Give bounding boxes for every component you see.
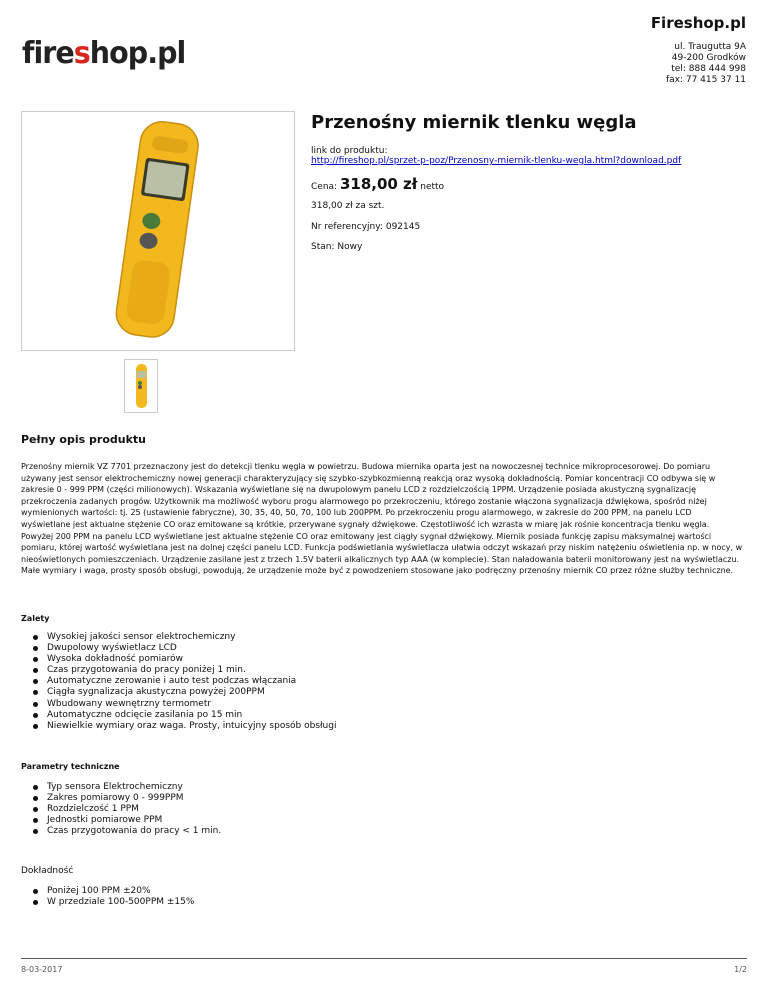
fireshop-logo[interactable] bbox=[22, 36, 185, 71]
list-item: Zakres pomiarowy 0 - 999PPM bbox=[33, 793, 221, 804]
price-row bbox=[311, 175, 444, 193]
accuracy-list bbox=[33, 886, 194, 908]
params-list bbox=[33, 782, 221, 837]
footer-date: 8-03-2017 bbox=[21, 965, 63, 974]
list-item: W przedziale 100-500PPM ±15% bbox=[33, 897, 194, 908]
footer-divider bbox=[21, 958, 747, 959]
logo-text-part: fire bbox=[22, 36, 74, 71]
product-image[interactable] bbox=[21, 111, 295, 351]
accuracy-heading: Dokładność bbox=[21, 866, 74, 876]
state-value: Nowy bbox=[337, 242, 363, 252]
logo-text-accent: s bbox=[73, 36, 90, 71]
list-item: Rozdzielczość 1 PPM bbox=[33, 804, 221, 815]
price-label: Cena: bbox=[311, 182, 338, 192]
product-title: Przenośny miernik tlenku węgla bbox=[311, 112, 637, 133]
footer-page-number: 1/2 bbox=[734, 965, 747, 974]
reference-row bbox=[311, 222, 420, 232]
list-item: Automatyczne odcięcie zasilania po 15 min bbox=[33, 710, 336, 721]
address-line: 49-200 Grodków bbox=[671, 53, 746, 63]
list-item: Wysokiej jakości sensor elektrochemiczny bbox=[33, 632, 336, 643]
address-line: tel: 888 444 998 bbox=[671, 64, 746, 74]
reference-label: Nr referencyjny: bbox=[311, 222, 383, 232]
state-row bbox=[311, 242, 362, 252]
product-link-block bbox=[311, 146, 681, 166]
description-text: Przenośny miernik VZ 7701 przeznaczony jest do detekcji tlenku węgla w powietrzu. Budowa miernika oparta jest na nowoczesnej technice mikroprocesorowej. Do pomiaru używany jest sensor elektrochemiczny nowej generacji charakteryzujący się szybko-szybkozmienną reakcją oraz wysoką dokładnością. Pomiar koncentracji CO odbywa się w zakresie 0 - 999 PPM (części milionowych). Wskazania wyświetlane się na dwupolowym panelu LCD z rozdzielczością 1PPM. Urządzenie posiada akustyczną sygnalizację przekroczenia zadanych progów. Użytkownik ma możliwość wyboru progu alarmowego po przekroczeniu, którego zostanie włączona sygnalizacja dźwiękowa, spośród niżej wymienionych wartości: tj. 25 (ustawienie fabryczne), 30, 35, 40, 50, 70, 100 lub 200PPM. Po przekroczeniu progu alarmowego, w zakresie do 200 PPM, na panelu LCD wyświetlane jest aktualne stężenie CO oraz emitowane są krótkie, przerywane sygnały dźwiękowe. Częstotliwość ich wzrasta w miarę jak rośnie koncentracja tlenku węgla. Powyżej 200 PPM na panelu LCD wyświetlane jest aktualne stężenie CO oraz emitowany jest ciągły sygnał dźwiękowy. Miernik posiada funkcję zapisu maksymalnej wartości pomiaru, której wartość wyświetlana jest na dolnej części panelu LCD. Funkcja podświetlania wyświetlacza ułatwia odczyt wskazań przy niskim natężeniu oświetlenia np. w nocy, w nieoświetlonych pomieszczeniach. Urządzenie zasilane jest z trzech 1.5V baterii alkalicznych typ AAA (w komplecie). Stan naładowania baterii monitorowany jest na wyświetlaczu. Małe wymiary i waga, prosty sposób obsługi, powodują, że urządzenie może być z powodzeniem stosowane jako podręczny przenośny miernik CO przez różne służby techniczne. bbox=[21, 462, 743, 576]
reference-value: 092145 bbox=[385, 222, 421, 232]
list-item: Wysoka dokładność pomiarów bbox=[33, 654, 336, 665]
list-item: Jednostki pomiarowe PPM bbox=[33, 815, 221, 826]
product-link-label: link do produktu: bbox=[311, 146, 388, 156]
thumbnail-illustration bbox=[125, 360, 157, 412]
list-item: Dwupolowy wyświetlacz LCD bbox=[33, 643, 336, 654]
advantages-heading: Zalety bbox=[21, 614, 50, 623]
address-line: ul. Traugutta 9A bbox=[674, 42, 746, 52]
co-meter-illustration bbox=[22, 112, 294, 350]
list-item: Niewielkie wymiary oraz waga. Prosty, intuicyjny sposób obsługi bbox=[33, 721, 336, 732]
price-suffix: netto bbox=[420, 182, 445, 192]
params-heading: Parametry techniczne bbox=[21, 762, 120, 771]
state-label: Stan: bbox=[311, 242, 335, 252]
product-link[interactable]: http://fireshop.pl/sprzet-p-poz/Przenosny-miernik-tlenku-wegla.html?download.pdf bbox=[311, 156, 682, 166]
list-item: Automatyczne zerowanie i auto test podczas włączania bbox=[33, 676, 336, 687]
list-item: Wbudowany wewnętrzny termometr bbox=[33, 699, 336, 710]
shop-name: Fireshop.pl bbox=[650, 14, 746, 32]
address-line: fax: 77 415 37 11 bbox=[665, 75, 746, 85]
list-item: Typ sensora Elektrochemiczny bbox=[33, 782, 221, 793]
shop-address bbox=[666, 42, 746, 86]
advantages-list bbox=[33, 632, 336, 732]
logo-text-part: hop.pl bbox=[89, 36, 186, 71]
product-thumbnail[interactable] bbox=[124, 359, 158, 413]
price-value: 318,00 zł bbox=[339, 175, 418, 193]
unit-price: 318,00 zł za szt. bbox=[311, 201, 385, 211]
description-heading: Pełny opis produktu bbox=[21, 433, 146, 446]
list-item: Ciągła sygnalizacja akustyczna powyżej 200PPM bbox=[33, 687, 336, 698]
list-item: Poniżej 100 PPM ±20% bbox=[33, 886, 194, 897]
list-item: Czas przygotowania do pracy poniżej 1 min. bbox=[33, 665, 336, 676]
list-item: Czas przygotowania do pracy < 1 min. bbox=[33, 826, 221, 837]
